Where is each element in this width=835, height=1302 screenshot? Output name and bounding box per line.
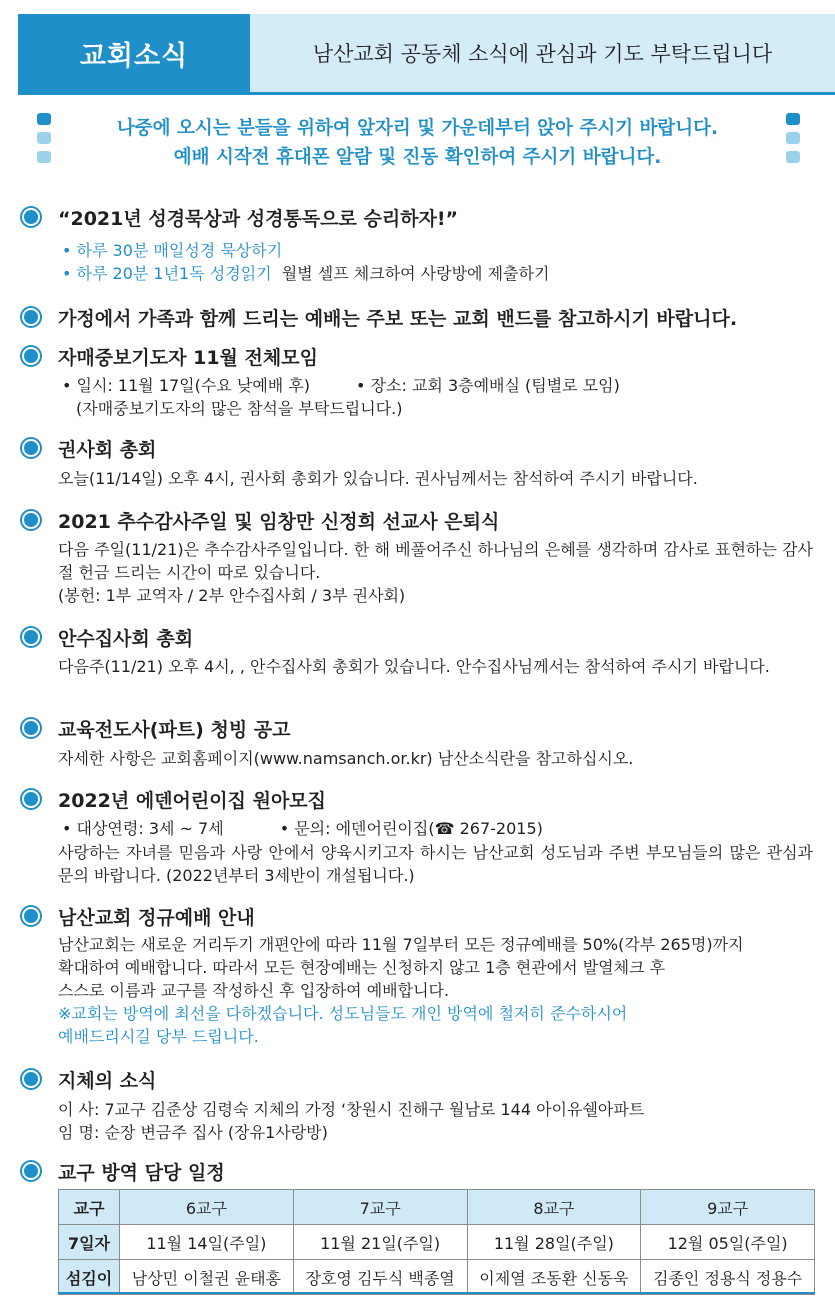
row-label: 섬김이 (59, 1260, 120, 1295)
section-title: 자매중보기도자 11월 전체모임 (58, 347, 318, 369)
table-cell: 11월 28일(주일) (467, 1225, 641, 1260)
table-cell: 남상민 이철권 윤태홍 (120, 1260, 294, 1295)
header (0, 0, 835, 92)
section-line: ※교회는 방역에 최선을 다하겠습니다. 성도님들도 개인 방역에 철저히 준수하시어 (58, 1004, 628, 1023)
table-cell: 장호영 김두식 백종열 (293, 1260, 467, 1295)
section-item: • 문의: 에덴어린이집(☎ 267-2015) (279, 819, 543, 838)
table-header-cell: 9교구 (641, 1190, 815, 1225)
section-title: 가정에서 가족과 함께 드리는 예배는 주보 또는 교회 밴드를 참고하시기 바랍니다. (58, 308, 738, 330)
table-corner: 교구 (59, 1190, 120, 1225)
row-label: 7일자 (59, 1225, 120, 1260)
section-title: 교구 방역 담당 일정 (58, 1162, 225, 1184)
table-header-cell: 7교구 (293, 1190, 467, 1225)
square-icon (786, 132, 800, 144)
square-icon (37, 113, 51, 125)
table-cell: 12월 05일(주일) (641, 1225, 815, 1260)
bullet-icon (22, 1070, 40, 1088)
bullet-icon (22, 790, 40, 808)
section-body: 다음주(11/21) 오후 4시, , 안수집사회 총회가 있습니다. 안수집사님께서는 참석하여 주시기 바랍니다. (58, 657, 770, 676)
square-icon (37, 132, 51, 144)
bullet-icon (22, 628, 40, 646)
table-header-cell: 6교구 (120, 1190, 294, 1225)
section-body: 사랑하는 자녀를 믿음과 사랑 안에서 양육시키고자 하시는 남산교회 성도님과 주변 부모님들의 많은 관심과 문의 바랍니다. (2022년부터 3세반이 개설됩니다.) (58, 843, 813, 885)
section-line: 스스로 이름과 교구를 작성하신 후 입장하여 예배합니다. (58, 981, 450, 1000)
bullet-icon (22, 208, 40, 226)
section-line: 확대하여 예배합니다. 따라서 모든 현장예배는 신청하지 않고 1층 현관에서 발열체크 후 (58, 958, 666, 977)
section-note: (봉헌: 1부 교역자 / 2부 안수집사회 / 3부 권사회) (58, 586, 406, 605)
table-cell: 11월 21일(주일) (293, 1225, 467, 1260)
section-item-tail: 월별 셀프 체크하여 사랑방에 제출하기 (281, 264, 550, 283)
bullet-icon (22, 308, 40, 326)
section-body: 자세한 사항은 교회홈페이지(www.namsanch.or.kr) 남산소식란을 참고하십시오. (58, 749, 634, 768)
section-item: • 대상연령: 3세 ~ 7세 (62, 819, 224, 838)
section-line: 이 사: 7교구 김준상 김령숙 지체의 가정 ‘창원시 진해구 월남로 144 아이유쉘아파트 (58, 1100, 645, 1119)
square-icon (786, 113, 800, 125)
square-icon (37, 151, 51, 163)
notice-line-2: 예배 시작전 휴대폰 알람 및 진동 확인하여 주시기 바랍니다. (173, 147, 662, 168)
bullet-icon (22, 719, 40, 737)
schedule-table (58, 1189, 815, 1295)
table-row (59, 1225, 815, 1260)
section-item: • 하루 20분 1년1독 성경읽기 (62, 264, 272, 283)
section-item: • 장소: 교회 3층예배실 (팀별로 모임) (356, 376, 620, 395)
section-title: 남산교회 정규예배 안내 (58, 907, 255, 929)
notice-box (0, 108, 835, 172)
section-title: 권사회 총회 (58, 439, 157, 461)
section-line: 예배드리시길 당부 드립니다. (58, 1027, 259, 1046)
table-row (59, 1190, 815, 1225)
section-title: 교육전도사(파트) 청빙 공고 (58, 719, 291, 741)
header-divider (18, 92, 835, 95)
section-title: 안수집사회 총회 (58, 628, 194, 650)
section-item: • 하루 30분 매일성경 묵상하기 (62, 241, 283, 260)
section-title: 2021 추수감사주일 및 임창만 신정희 선교사 은퇴식 (58, 511, 500, 533)
table-cell: 김종인 정용식 정용수 (641, 1260, 815, 1295)
section-item: • 일시: 11월 17일(수요 낮예배 후) (62, 376, 311, 395)
section-note: (자매중보기도자의 많은 참석을 부탁드립니다.) (76, 399, 403, 418)
bullet-icon (22, 907, 40, 925)
section-title: 2022년 에덴어린이집 원아모집 (58, 790, 327, 812)
table-cell: 이제열 조동환 신동욱 (467, 1260, 641, 1295)
section-body: 다음 주일(11/21)은 추수감사주일입니다. 한 해 베풀어주신 하나님의 은혜를 생각하며 감사로 표현하는 감사절 헌금 드리는 시간이 따로 있습니다. (58, 540, 813, 582)
table-bottom-rule (58, 1292, 815, 1294)
bullet-icon (22, 439, 40, 457)
section-line: 임 명: 순장 변금주 집사 (장유1사랑방) (58, 1123, 328, 1142)
section-line: 남산교회는 새로운 거리두기 개편안에 따라 11월 7일부터 모든 정규예배를 50%(각부 265명)까지 (58, 935, 744, 954)
bullet-icon (22, 347, 40, 365)
section-title: 지체의 소식 (58, 1070, 157, 1092)
notice-line-1: 나중에 오시는 분들을 위하여 앞자리 및 가운데부터 앉아 주시기 바랍니다. (116, 118, 719, 139)
table-cell: 11월 14일(주일) (120, 1225, 294, 1260)
header-tab: 교회소식 (18, 14, 250, 92)
bullet-icon (22, 1162, 40, 1180)
header-subtitle: 남산교회 공동체 소식에 관심과 기도 부탁드립니다 (312, 42, 773, 66)
bullet-icon (22, 511, 40, 529)
square-icon (786, 151, 800, 163)
table-header-cell: 8교구 (467, 1190, 641, 1225)
section-title: “2021년 성경묵상과 성경통독으로 승리하자!” (58, 208, 459, 230)
table-row (59, 1260, 815, 1295)
section-body: 오늘(11/14일) 오후 4시, 권사회 총회가 있습니다. 권사님께서는 참석하여 주시기 바랍니다. (58, 469, 698, 488)
